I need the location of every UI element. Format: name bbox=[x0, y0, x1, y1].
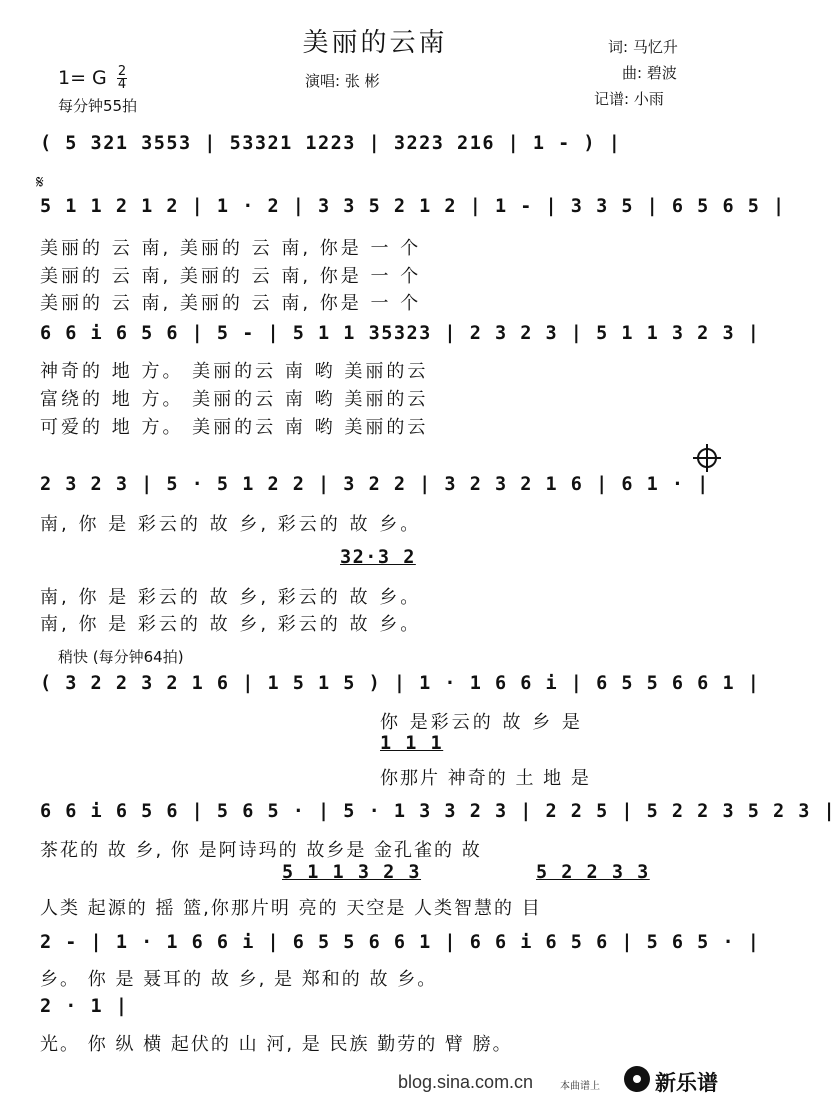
music-row-3: 2 3 2 3 | 5 · 5 1 2 2 | 3 2 2 | 3 2 3 2 1 6 | 6 1 · | bbox=[40, 474, 710, 495]
lyric-row-4b: 你那片 神奇的 土 地 是 bbox=[380, 768, 591, 789]
site-logo: 新乐谱 bbox=[655, 1071, 718, 1095]
time-top: 2 bbox=[117, 64, 127, 79]
logo-disc-icon bbox=[624, 1066, 650, 1092]
singer-credit: 演唱: 张 彬 bbox=[305, 72, 380, 90]
key-label: 1= G bbox=[58, 67, 107, 89]
lyric-row-4a: 你 是彩云的 故 乡 是 bbox=[380, 712, 583, 733]
key-signature bbox=[58, 66, 127, 91]
lyricist-credit: 词: 马忆升 bbox=[608, 38, 678, 56]
music-row-4: ( 3 2 2 3 2 1 6 | 1 5 1 5 ) | 1 · 1 6 6 i | 6 5 5 6 6 1 | bbox=[40, 673, 761, 694]
lyric-row-2b: 富绕的 地 方。 美丽的云 南 哟 美丽的云 bbox=[40, 389, 429, 410]
watermark-note: 本曲谱上 bbox=[560, 1081, 600, 1092]
time-signature bbox=[117, 66, 127, 91]
segno-icon: 𝄋 bbox=[36, 172, 44, 193]
intro-measures: ( 5 321 3553 | 53321 1223 | 3223 216 | 1 - ) | bbox=[40, 133, 622, 154]
music-row-2: 6 6 i 6 5 6 | 5 - | 5 1 1 35323 | 2 3 2 3 | 5 1 1 3 2 3 | bbox=[40, 323, 761, 344]
lyric-row-5a: 茶花的 故 乡, 你 是阿诗玛的 故乡是 金孔雀的 故 bbox=[40, 840, 482, 861]
coda-icon bbox=[697, 448, 717, 468]
music-row-7: 2 · 1 | bbox=[40, 996, 129, 1017]
alt-melody-5b: 5 2 2 3 3 bbox=[536, 862, 650, 883]
lyric-row-1a: 美丽的 云 南, 美丽的 云 南, 你是 一 个 bbox=[40, 238, 422, 259]
alt-melody-4: 1 1 1 bbox=[380, 733, 444, 754]
tempo-marking: 每分钟55拍 bbox=[58, 97, 138, 115]
music-row-1: 5 1 1 2 1 2 | 1 · 2 | 3 3 5 2 1 2 | 1 - | 3 3 5 | 6 5 6 5 | bbox=[40, 196, 786, 217]
alt-melody-5a: 5 1 1 3 2 3 bbox=[282, 862, 422, 883]
time-bottom: 4 bbox=[117, 77, 127, 92]
music-row-5: 6 6 i 6 5 6 | 5 6 5 · | 5 · 1 3 3 2 3 | 2 2 5 | 5 2 2 3 5 2 3 | bbox=[40, 801, 836, 822]
transcriber-credit: 记谱: 小雨 bbox=[594, 90, 664, 108]
song-title: 美丽的云南 bbox=[302, 28, 448, 58]
lyric-row-1b: 美丽的 云 南, 美丽的 云 南, 你是 一 个 bbox=[40, 266, 422, 287]
lyric-row-1c: 美丽的 云 南, 美丽的 云 南, 你是 一 个 bbox=[40, 293, 422, 314]
tempo-change: 稍快 (每分钟64拍) bbox=[58, 648, 184, 666]
lyric-row-3a: 南, 你 是 彩云的 故 乡, 彩云的 故 乡。 bbox=[40, 514, 422, 535]
music-row-6: 2 - | 1 · 1 6 6 i | 6 5 5 6 6 1 | 6 6 i 6 5 6 | 5 6 5 · | bbox=[40, 932, 761, 953]
lyric-row-2a: 神奇的 地 方。 美丽的云 南 哟 美丽的云 bbox=[40, 361, 429, 382]
watermark-text: blog.sina.com.cn bbox=[398, 1072, 534, 1092]
alt-melody-3: 32·3 2 bbox=[340, 547, 416, 568]
lyric-row-7a: 光。 你 纵 横 起伏的 山 河, 是 民族 勤劳的 臂 膀。 bbox=[40, 1034, 513, 1055]
composer-credit: 曲: 碧波 bbox=[622, 64, 677, 82]
lyric-row-3b: 南, 你 是 彩云的 故 乡, 彩云的 故 乡。 bbox=[40, 587, 422, 608]
lyric-row-2c: 可爱的 地 方。 美丽的云 南 哟 美丽的云 bbox=[40, 417, 429, 438]
lyric-row-5b: 人类 起源的 摇 篮,你那片明 亮的 天空是 人类智慧的 目 bbox=[40, 898, 542, 919]
lyric-row-6a: 乡。 你 是 聂耳的 故 乡, 是 郑和的 故 乡。 bbox=[40, 969, 438, 990]
lyric-row-3c: 南, 你 是 彩云的 故 乡, 彩云的 故 乡。 bbox=[40, 614, 422, 635]
